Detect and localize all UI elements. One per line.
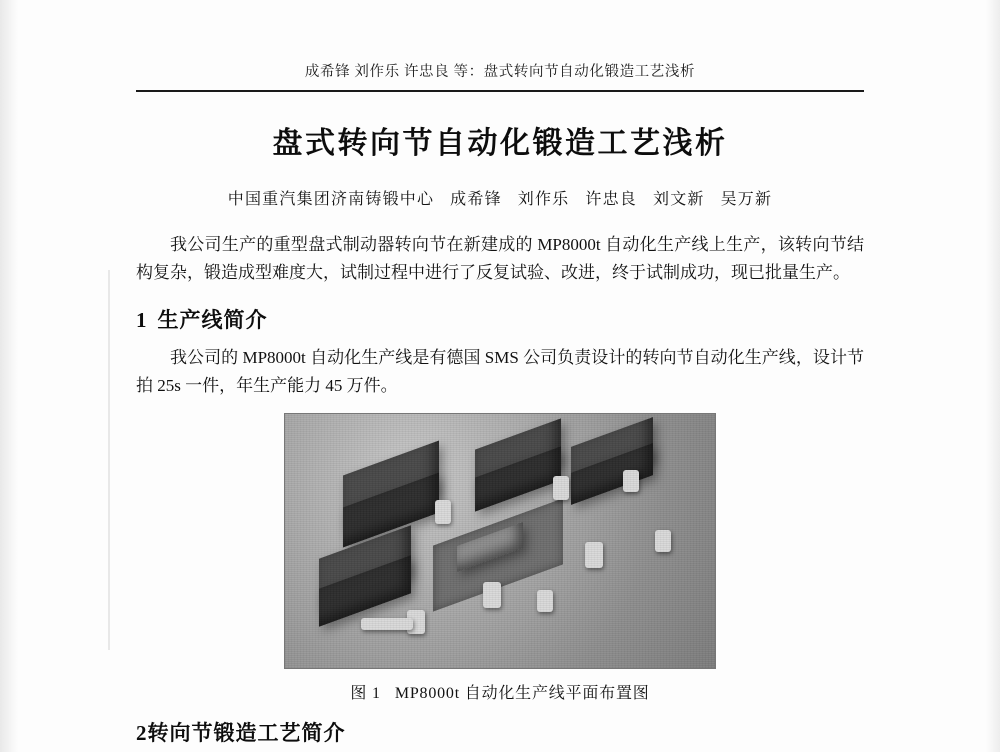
scan-edge-right [986,0,1000,752]
figure-1-caption-text: MP8000t 自动化生产线平面布置图 [394,685,650,703]
figure-1-image [284,413,716,669]
author-5: 吴万新 [720,191,773,208]
scan-edge-left [0,0,18,752]
section-heading-2-clipped [136,717,864,746]
author-2: 刘作乐 [517,191,570,208]
author-3: 许忠良 [585,191,637,208]
header-rule [136,90,864,92]
figure-1-label: 图 1 [350,685,381,703]
section-heading-1 [136,304,864,334]
affiliation: 中国重汽集团济南铸锻中心 [227,191,435,208]
figure-1-caption [136,680,864,703]
figure-grain [285,414,715,668]
section-title-1: 生产线简介 [157,308,268,333]
author-1: 成希锋 [450,191,502,208]
section-number-2: 2 [136,721,148,746]
author-4: 刘文新 [653,191,705,208]
section-1-paragraph: 我公司的 MP8000t 自动化生产线是有德国 SMS 公司负责设计的转向节自动化生产线，设计节拍 25s 一件，年生产能力 45 万件。 [136,348,864,395]
section-title-2: 转向节锻造工艺简介 [147,721,346,746]
running-head: 成希锋 刘作乐 许忠良 等：盘式转向节自动化锻造工艺浅析 [304,64,696,80]
author-line [136,186,864,209]
page-title: 盘式转向节自动化锻造工艺浅析 [272,127,728,160]
page-content [136,60,864,746]
abstract-paragraph: 我公司生产的重型盘式制动器转向节在新建成的 MP8000t 自动化生产线上生产，该转向节结构复杂，锻造成型难度大，试制过程中进行了反复试验、改进，终于试制成功，现已批量生产。 [136,235,864,282]
figure-1 [136,413,864,703]
scan-artifact [108,270,110,650]
section-number-1: 1 [136,308,148,333]
section-heading-2 [136,717,864,747]
